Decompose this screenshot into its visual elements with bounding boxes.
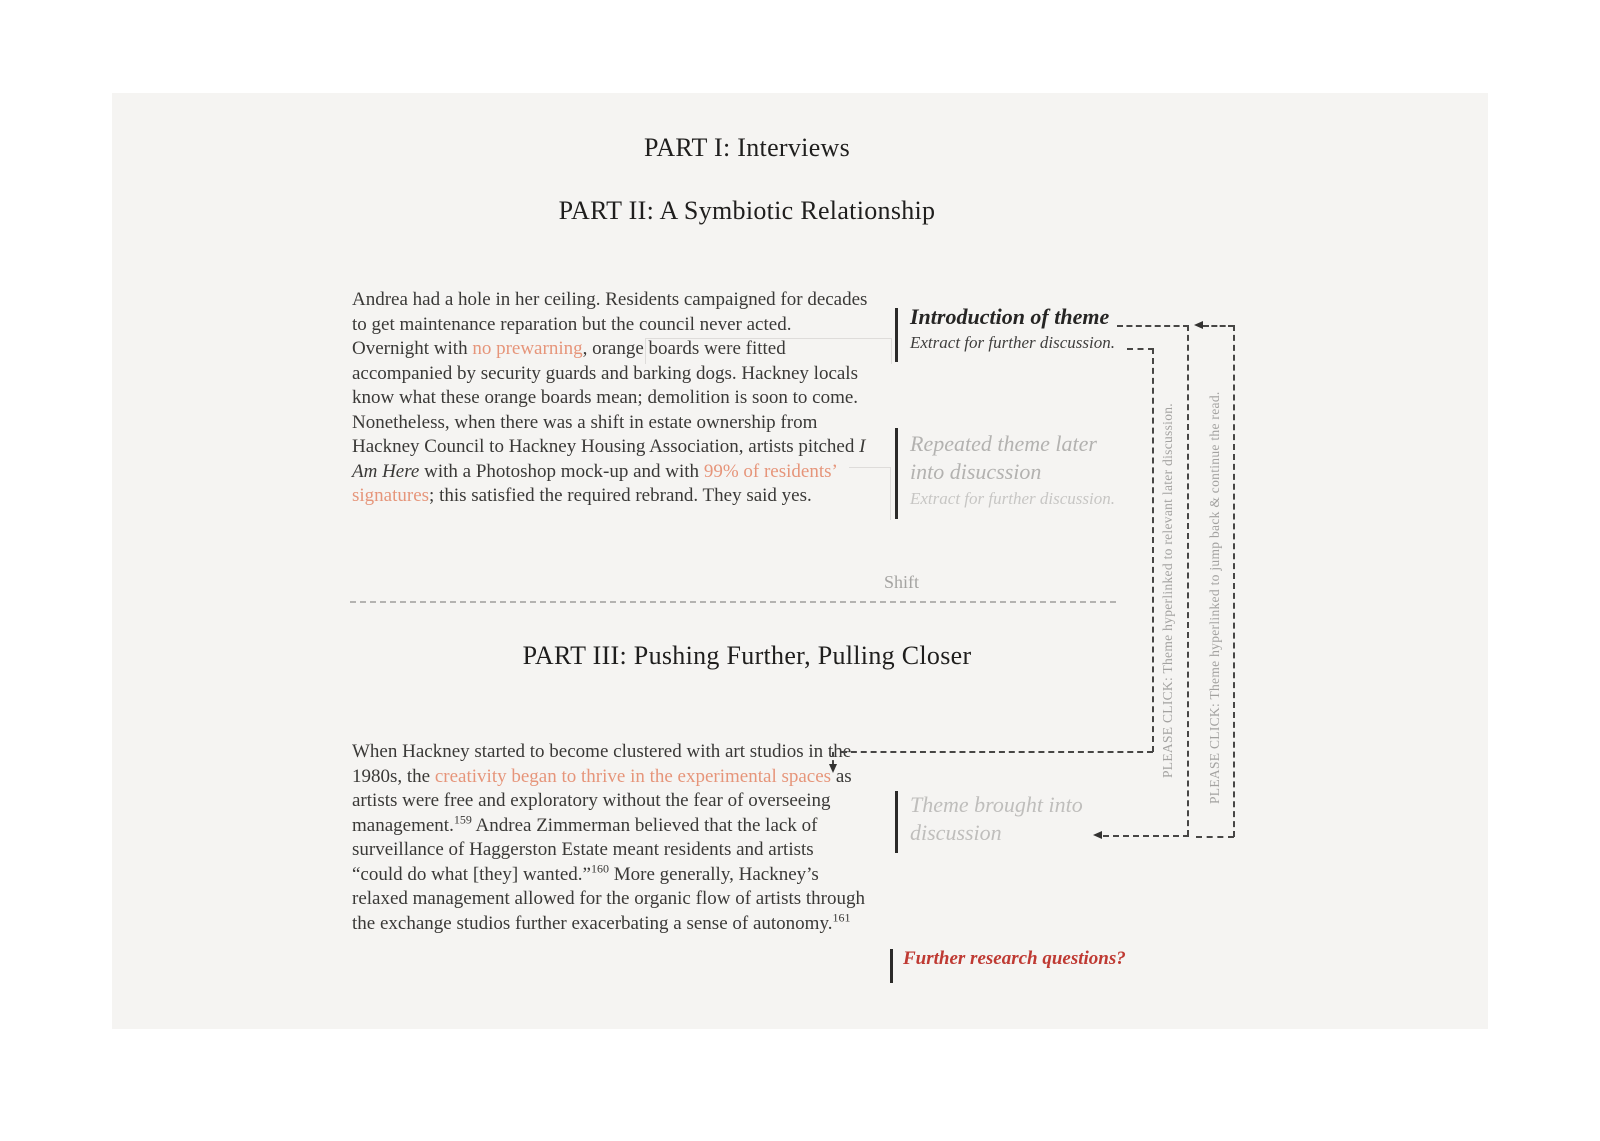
connector-back-vertical <box>1233 325 1235 837</box>
arrow-down-icon <box>829 764 837 773</box>
annotation-bar <box>895 791 898 853</box>
annotation-bar <box>895 308 898 362</box>
text-segment: Andrea Zimmerman believed that the lack of surveillance of Haggerston Estate meant residents and artists “could do what [they] wanted.” <box>352 814 818 885</box>
connector-extract-vertical <box>1152 348 1154 752</box>
annotation-repeated-title[interactable]: Repeated theme later into disucssion <box>910 431 1097 484</box>
callout-box-signatures <box>849 467 891 520</box>
text-segment: with a Photoshop mock-up and with <box>419 460 704 482</box>
shift-label: Shift <box>884 572 920 592</box>
paragraph-part-2 <box>352 288 868 509</box>
text-segment: , orange boards were fitted accompanied by security guards and barking dogs. Hackney locals know what these orange boards mean; demolition is soon to come. Nonetheless, when there was a shift in estate ownership from Hackney Council to Hackney Housing Association, artists pitched <box>352 338 860 457</box>
annotation-intro-title[interactable]: Introduction of theme <box>910 304 1110 329</box>
annotation-repeated-subtitle[interactable]: Extract for further discussion. <box>910 489 1115 508</box>
callout-box-prewarning <box>645 338 892 364</box>
text-segment: 161 <box>832 910 851 925</box>
side-label-later-discussion: PLEASE CLICK: Theme hyperlinked to relevant later discussion. <box>1160 403 1175 778</box>
theme-highlight-link[interactable]: no prewarning <box>472 338 583 359</box>
connector-intro-vertical <box>1187 325 1189 836</box>
text-segment: ; this satisfied the required rebrand. They said yes. <box>429 485 812 506</box>
annotation-bar <box>890 949 893 983</box>
theme-highlight-link[interactable]: 99% of residents’ signatures <box>352 460 837 506</box>
connector-extract-bottom <box>841 751 1153 753</box>
arrow-left-icon <box>1093 831 1102 839</box>
heading-part-2: PART II: A Symbiotic Relationship <box>558 196 936 225</box>
text-segment: When Hackney started to become clustered with art studios in the 1980s, the <box>352 741 852 787</box>
annotation-further-questions[interactable]: Further research questions? <box>903 948 1126 969</box>
shift-divider-line <box>350 601 1116 603</box>
connector-extract-horizontal <box>1127 348 1154 350</box>
text-segment: I Am Here <box>352 436 866 482</box>
theme-highlight-link[interactable]: creativity began to thrive in the experimental spaces <box>434 765 832 787</box>
heading-part-3: PART III: Pushing Further, Pulling Closer <box>522 641 972 670</box>
connector-intro-horizontal <box>1117 325 1189 327</box>
text-segment: 159 <box>453 812 472 827</box>
text-segment: 160 <box>591 861 609 876</box>
annotation-brought-title[interactable]: Theme brought into discussion <box>910 792 1083 845</box>
annotation-bar <box>895 428 898 519</box>
side-label-jump-back: PLEASE CLICK: Theme hyperlinked to jump back & continue the read. <box>1207 391 1222 804</box>
text-segment: Andrea had a hole in her ceiling. Residents campaigned for decades to get maintenance reparation but the council never acted. Overnight with <box>352 289 868 359</box>
paragraph-part-3 <box>352 740 868 936</box>
arrow-left-icon <box>1194 321 1203 329</box>
text-segment: More generally, Hackney’s relaxed management allowed for the organic flow of artists through the exchange studios further exacerbating a sense of autonomy. <box>352 863 866 934</box>
text-segment: as artists were free and exploratory without the fear of overseeing management. <box>352 765 852 836</box>
heading-part-1: PART I: Interviews <box>643 133 851 162</box>
connector-back-bottom <box>1196 836 1234 838</box>
connector-back-top <box>1203 325 1234 327</box>
connector-intro-bottom <box>1103 835 1189 837</box>
annotation-intro-subtitle[interactable]: Extract for further discussion. <box>910 333 1115 352</box>
